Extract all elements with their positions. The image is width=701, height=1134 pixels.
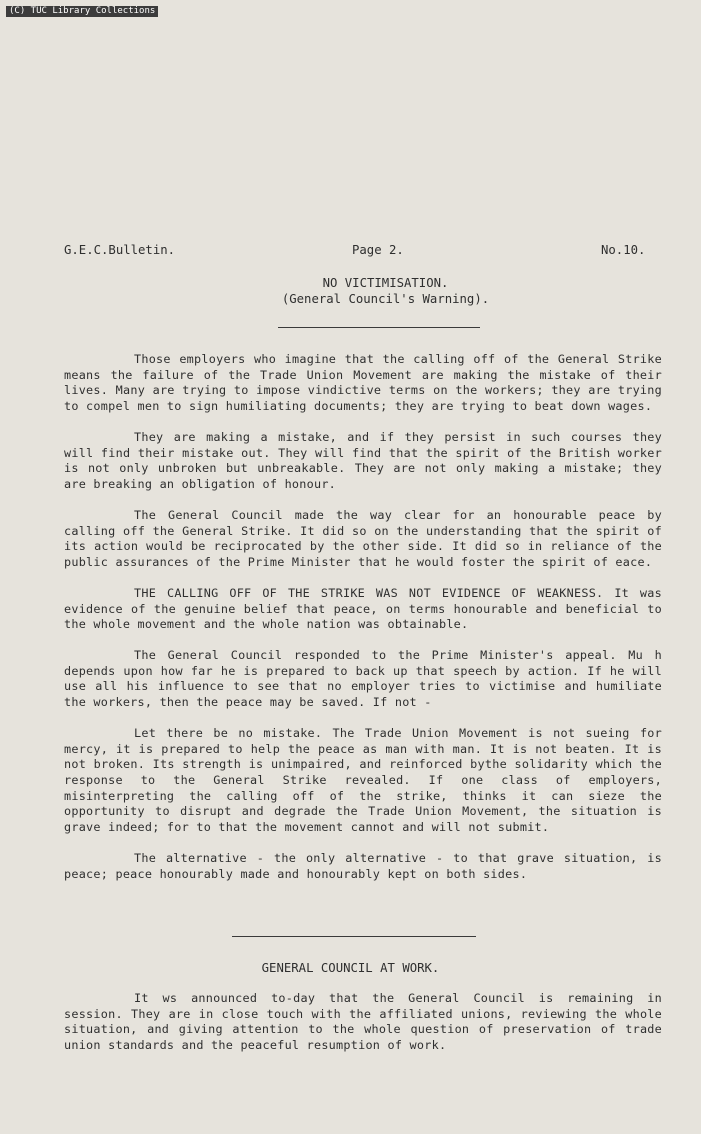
issue-number: No.10. — [601, 243, 646, 257]
page-number: Page 2. — [352, 243, 404, 257]
paragraph: The General Council responded to the Prime Minister's appeal. Mu h depends upon how far he is prepared to back up that speech by action. If he will use all his influence to see that no employer tries to victimise and humiliate the workers, then the peace may be saved. If not - — [64, 648, 662, 710]
divider-rule — [278, 327, 480, 328]
section1-body — [64, 352, 662, 898]
paragraph: They are making a mistake, and if they persist in such courses they will find their mistake out. They will find that the spirit of the British worker is not only unbroken but unbreakable. They are not only making a mistake; they are breaking an obligation of honour. — [64, 429, 662, 491]
divider-rule — [232, 936, 476, 937]
section-title — [0, 275, 701, 307]
section-title-sub: (General Council's Warning). — [281, 292, 490, 306]
section2-title: GENERAL COUNCIL AT WORK. — [261, 961, 440, 975]
paragraph: The General Council made the way clear for an honourable peace by calling off the General Strike. It did so on the understanding that the spirit of its action would be reciprocated by the other side. It did so in reliance of the public assurances of the Prime Minister that he would foster the spirit of eace. — [64, 507, 662, 569]
bulletin-name: G.E.C.Bulletin. — [64, 243, 176, 257]
section-title-main: NO VICTIMISATION. — [322, 276, 449, 290]
paragraph: Those employers who imagine that the calling off of the General Strike means the failure of the Trade Union Movement are making the mistake of their lives. Many are trying to impose vindictive terms on the workers; they are trying to compel men to sign humiliating documents; they are trying to beat down wages. — [64, 352, 662, 413]
watermark: (C) TUC Library Collections — [6, 6, 158, 17]
paragraph: It ws announced to-day that the General Council is remaining in session. They are in close touch with the affiliated unions, reviewing the whole situation, and giving attention to the whole question of preservation of trade union standards and the peaceful resumption of work. — [64, 991, 662, 1052]
paragraph: The alternative - the only alternative - to that grave situation, is peace; peace honourably made and honourably kept on both sides. — [64, 851, 662, 881]
paragraph: Let there be no mistake. The Trade Union Movement is not sueing for mercy, it is prepared to help the peace as man with man. It is not beaten. It is not broken. Its strength is unimpaired, and reinforced bythe solidarity which the response to the General Strike revealed. If one class of employers, misinterpreting the calling off of the strike, thinks it can sieze the opportunity to disrupt and degrade the Trade Union Movement, the situation is grave indeed; for to that the movement cannot and will not submit. — [64, 726, 662, 834]
paragraph: THE CALLING OFF OF THE STRIKE WAS NOT EVIDENCE OF WEAKNESS. It was evidence of the genuine belief that peace, on terms honourable and beneficial to the whole movement and the whole nation was obtainable. — [64, 585, 662, 632]
section2-body — [64, 991, 662, 1069]
